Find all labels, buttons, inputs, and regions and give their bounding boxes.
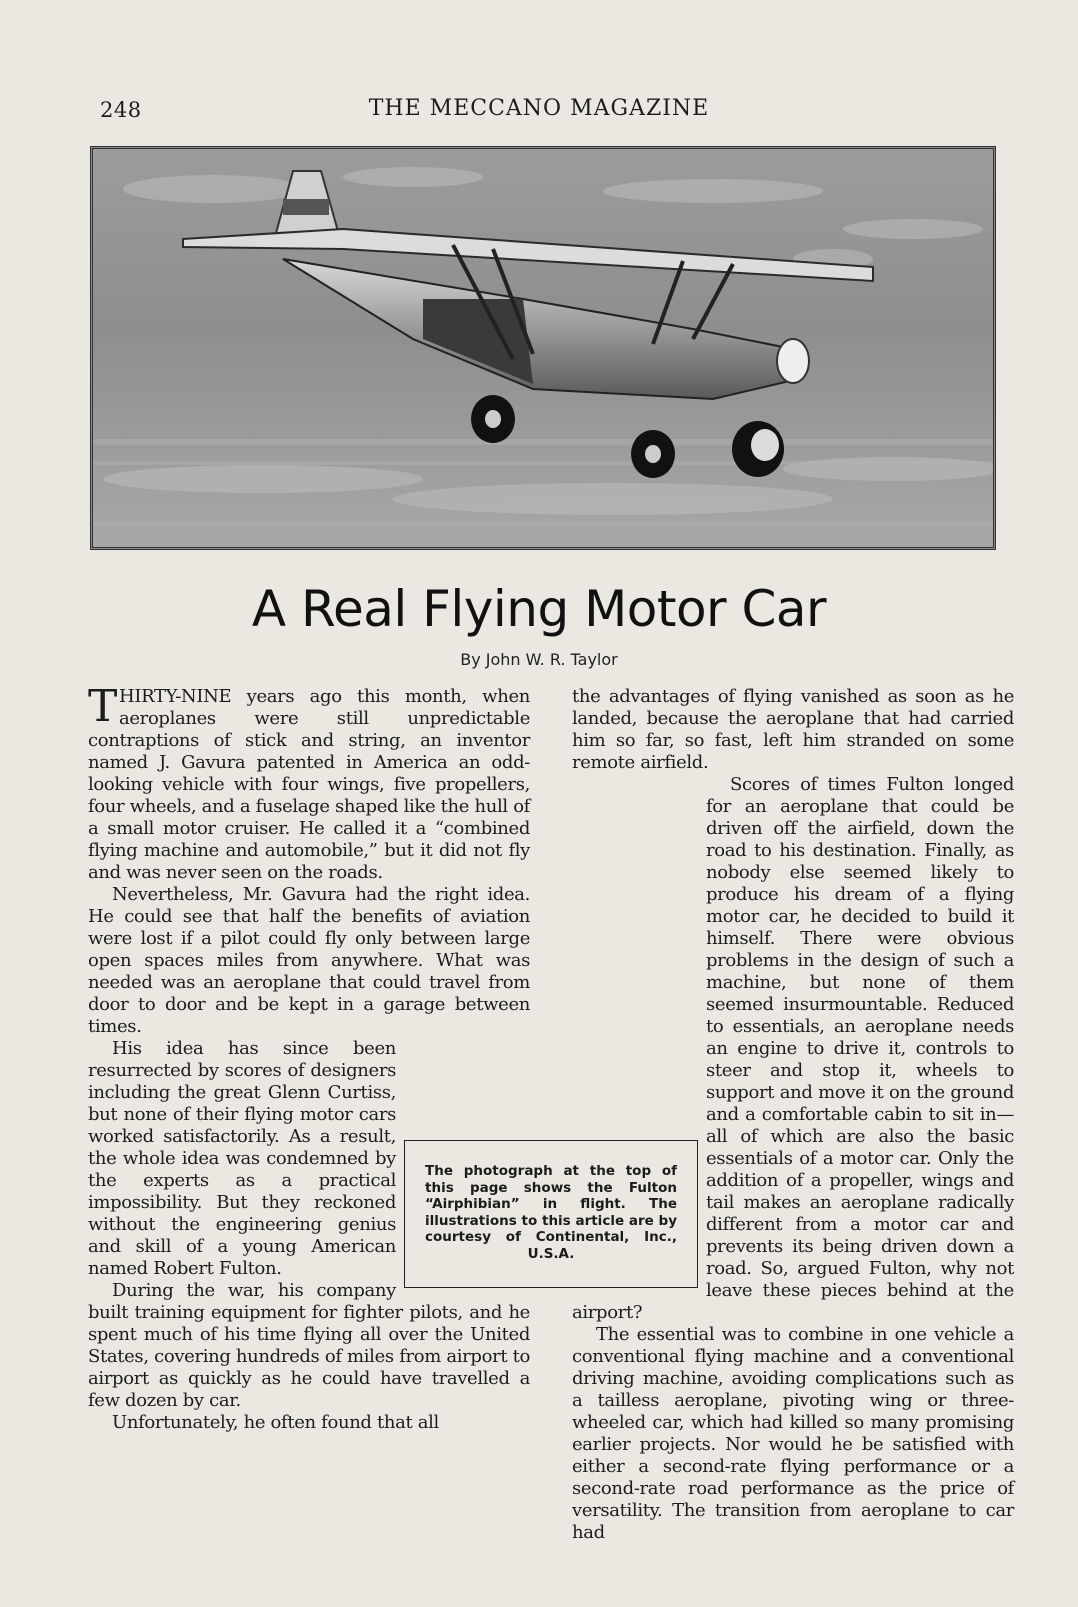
paragraph: Scores of times Fulton longed for an aeroplane that could be driven off the airfield, down the road to his destination. Finally, as nobody else seemed likely to produce his dream of a flying motor car, he decided to build it himself. There were obvious problems in the design of such a machine, but none of them seemed insurmountable. Reduced to essentials, an aeroplane needs an engine to drive it, controls to steer and stop it, wheels to support and move it on the ground and a comfortable cabin to sit in—all of which are also the basic essentials of a motor car. Only the addition of a propeller, wings and tail makes an aeroplane radically different from a motor car and prevents its being driven down a road. So, argued Fulton, why not leave these pieces behind at the airport?	[572, 774, 1014, 1323]
running-head: THE MECCANO MAGAZINE	[368, 96, 710, 121]
left-column	[88, 681, 530, 1434]
paragraph: Unfortunately, he often found that all	[112, 1412, 439, 1433]
drop-cap: T	[88, 681, 117, 732]
photo-caption-box: The photograph at the top of this page shows the Fulton “Airphibian” in flight. The illustrations to this article are by courtesy of Continental, Inc., U.S.A.	[404, 1140, 698, 1288]
page-number: 248	[100, 98, 142, 122]
article-title: A Real Flying Motor Car	[251, 580, 827, 638]
paragraph-text: His idea has since been resurrected by scores of designers including the great Glenn Curtiss, but none of their flying motor cars worked satisfactorily. As a result, the whole idea was condemned by the experts as a practical impossibility. But they reckoned without the engineering genius and skill of a young American named Robert Fulton.	[88, 1038, 396, 1279]
paragraph: the advantages of flying vanished as soon as he landed, because the aeroplane that had carried him so far, so fast, left him stranded on some remote airfield.	[572, 686, 1014, 773]
paragraph: The essential was to combine in one vehicle a conventional flying machine and a conventional driving machine, avoiding complications such as a tailless aeroplane, pivoting wing or three-wheeled car, which had killed so many promising earlier projects. Nor would he be satisfied with either a second-rate flying performance or a second-rate road performance as the price of versatility. The transition from aeroplane to car had	[572, 1324, 1014, 1543]
paragraph-text: HIRTY-NINE years ago this month, when aeroplanes were still unpredictable contraptions of stick and string, an inventor named J. Gavura patented in America an odd-looking vehicle with four wings, five propellers, four wheels, and a fuselage shaped like the hull of a small motor cruiser. He called it a “combined flying machine and automobile,” but it did not fly and was never seen on the roads.	[88, 686, 530, 883]
byline: By John W. R. Taylor	[460, 650, 618, 669]
airphibian-photo	[90, 146, 996, 550]
right-column	[572, 686, 1014, 1544]
paragraph: Nevertheless, Mr. Gavura had the right idea. He could see that half the benefits of aviation were lost if a pilot could fly only between large open spaces miles from anywhere. What was needed was an aeroplane that could travel from door to door and be kept in a garage between times.	[88, 884, 530, 1037]
paragraph	[88, 681, 530, 884]
paragraph: During the war, his company built training equipment for fighter pilots, and he spent much of his time flying all over the United States, covering hundreds of miles from airport to airport as quickly as he could have travelled a few dozen by car.	[88, 1280, 530, 1411]
